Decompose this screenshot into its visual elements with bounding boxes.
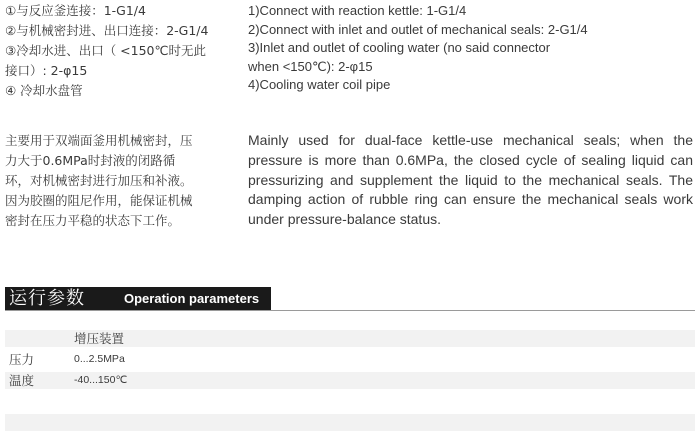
section-title-cn: 运行参数	[9, 288, 85, 309]
description-en: Mainly used for dual-face kettle-use mechanical seals; when the pressure is more than 0.6MPa, the closed cycle of sealing liquid can pressurizing and supplement the liquid to the mechanical seals. The damping action of rubble ring can ensure the mechanical seals work under pressure-balance status.	[248, 132, 693, 228]
param-value: -40...150℃	[74, 374, 128, 386]
feature-item-cn: 接口）: 2-φ15	[5, 63, 88, 78]
table-row	[5, 414, 695, 431]
description-line-cn: 力大于0.6MPa时封液的闭路循	[5, 153, 176, 168]
section-title-en: Operation parameters	[124, 291, 260, 306]
feature-item-cn: ①与反应釜连接：1-G1/4	[5, 3, 146, 18]
feature-item-en: 2)Connect with inlet and outlet of mechanical seals: 2-G1/4	[248, 21, 588, 37]
feature-item-en: 3)Inlet and outlet of cooling water (no said connector	[248, 40, 551, 55]
description-line-cn: 密封在压力平稳的状态下工作。	[5, 213, 181, 228]
feature-item-en: when <150℃): 2-φ15	[248, 58, 373, 74]
parameters-table	[5, 330, 695, 435]
feature-item-en: 1)Connect with reaction kettle: 1-G1/4	[248, 3, 467, 18]
section-header	[5, 287, 271, 310]
description-line-cn: 环，对机械密封进行加压和补液。	[5, 173, 193, 188]
features-list-en	[248, 2, 688, 95]
features-list-cn	[5, 1, 245, 101]
table-row	[5, 393, 695, 410]
feature-item-en: 4)Cooling water coil pipe	[248, 77, 391, 92]
section-divider	[5, 310, 695, 311]
param-name: 温度	[9, 373, 35, 388]
table-header-value: 增压装置	[74, 331, 125, 346]
feature-item-cn: ②与机械密封进、出口连接：2-G1/4	[5, 23, 209, 38]
param-name: 压力	[9, 352, 35, 367]
description-cn	[5, 131, 237, 231]
feature-item-cn: ③冷却水进、出口（ <150℃时无此	[5, 43, 207, 58]
feature-item-cn: ④ 冷却水盘管	[5, 83, 83, 98]
table-header-row	[5, 330, 695, 347]
table-row	[5, 351, 695, 368]
param-value: 0...2.5MPa	[74, 353, 125, 365]
description-line-cn: 主要用于双端面釜用机械密封，压	[5, 133, 193, 148]
table-row	[5, 372, 695, 389]
description-line-cn: 因为胶圈的阻尼作用，能保证机械	[5, 193, 193, 208]
